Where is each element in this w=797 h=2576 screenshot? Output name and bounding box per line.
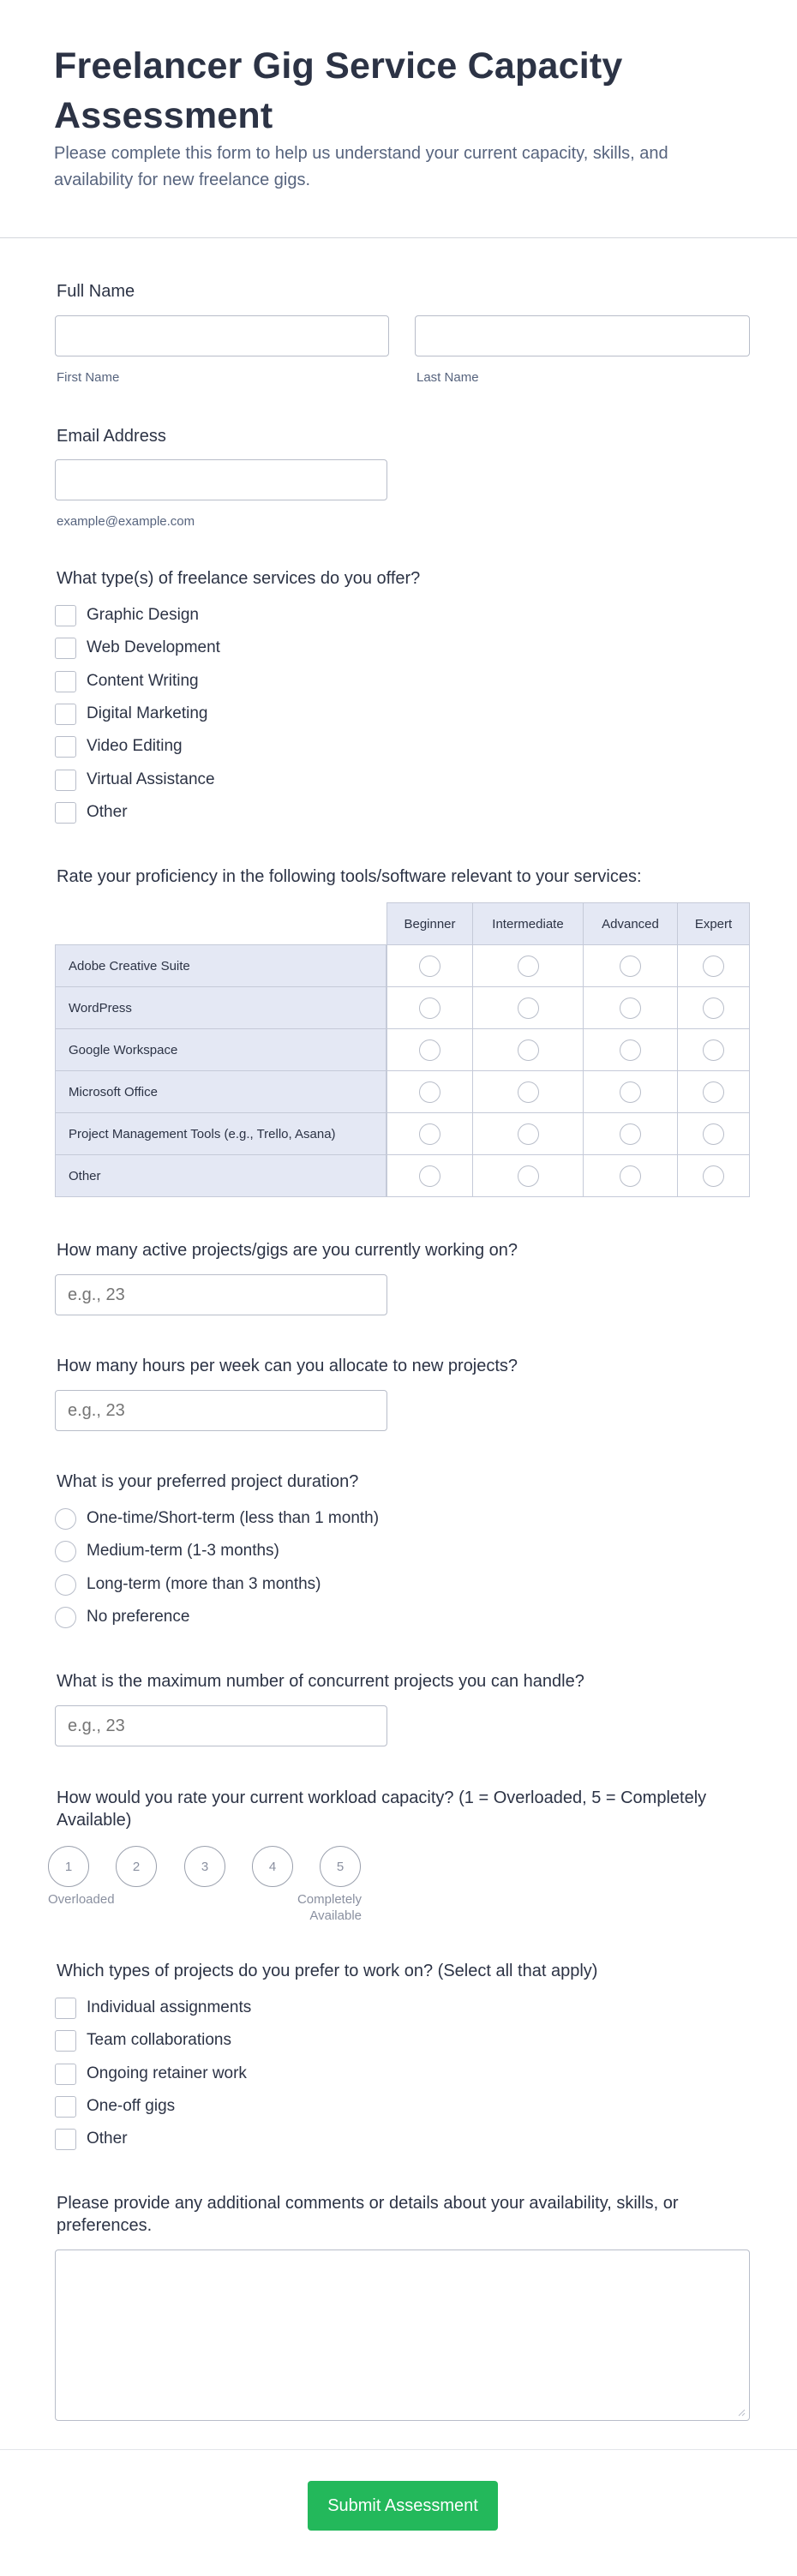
matrix-cell[interactable]: [677, 944, 750, 987]
services-option[interactable]: [55, 703, 208, 725]
matrix-cell[interactable]: [583, 944, 678, 987]
matrix-cell[interactable]: [677, 1028, 750, 1071]
checkbox[interactable]: [55, 605, 76, 626]
project-type-option[interactable]: [55, 2063, 247, 2085]
radio[interactable]: [703, 1123, 724, 1145]
option-label: Video Editing: [87, 737, 183, 755]
radio[interactable]: [419, 956, 440, 977]
radio[interactable]: [620, 1081, 641, 1103]
matrix-cell[interactable]: [387, 944, 473, 987]
matrix-cell[interactable]: [387, 1070, 473, 1113]
checkbox[interactable]: [55, 638, 76, 659]
form-header: [0, 0, 797, 238]
scale-high-label-line2: Available: [309, 1908, 362, 1923]
scale-option[interactable]: 4: [252, 1846, 293, 1887]
option-label: Web Development: [87, 638, 220, 656]
hours-label: How many hours per week can you allocate to new projects?: [57, 1357, 518, 1375]
duration-label: What is your preferred project duration?: [57, 1472, 359, 1491]
form-subtitle: Please complete this form to help us understand your current capacity, skills, and availability for new freelance gigs.: [54, 144, 668, 189]
option-label: Other: [87, 803, 128, 821]
checkbox[interactable]: [55, 770, 76, 791]
hours-input[interactable]: [55, 1390, 387, 1431]
workload-label: How would you rate your current workload capacity? (1 = Overloaded, 5 = Completely Available): [57, 1788, 707, 1830]
matrix-row-label: Project Management Tools (e.g., Trello, Asana): [55, 1112, 387, 1155]
project-type-option[interactable]: [55, 2128, 128, 2150]
services-option[interactable]: [55, 637, 220, 659]
services-option[interactable]: [55, 604, 199, 626]
matrix-cell[interactable]: [583, 1070, 678, 1113]
option-label: Team collaborations: [87, 2031, 231, 2049]
radio[interactable]: [620, 997, 641, 1019]
matrix-row-label: Google Workspace: [55, 1028, 387, 1071]
radio[interactable]: [620, 956, 641, 977]
checkbox[interactable]: [55, 2096, 76, 2118]
scale-option[interactable]: 5: [320, 1846, 361, 1887]
email-label: Email Address: [57, 427, 166, 446]
active-projects-input[interactable]: [55, 1274, 387, 1315]
first-name-input[interactable]: [55, 315, 389, 356]
radio[interactable]: [620, 1039, 641, 1061]
active-projects-label: How many active projects/gigs are you currently working on?: [57, 1241, 518, 1260]
option-label: No preference: [87, 1608, 190, 1626]
comments-textarea[interactable]: [55, 2250, 750, 2421]
checkbox[interactable]: [55, 1998, 76, 2019]
matrix-cell[interactable]: [472, 986, 584, 1029]
services-label: What type(s) of freelance services do you offer?: [57, 569, 421, 588]
matrix-column-header: Advanced: [583, 902, 678, 945]
checkbox[interactable]: [55, 2129, 76, 2150]
radio[interactable]: [703, 956, 724, 977]
checkbox[interactable]: [55, 802, 76, 824]
matrix-cell[interactable]: [472, 1154, 584, 1197]
option-label: Digital Marketing: [87, 704, 208, 722]
scale-option[interactable]: 1: [48, 1846, 89, 1887]
matrix-cell[interactable]: [677, 1154, 750, 1197]
checkbox[interactable]: [55, 736, 76, 758]
radio[interactable]: [55, 1508, 76, 1530]
radio[interactable]: [419, 1165, 440, 1187]
matrix-cell[interactable]: [583, 1154, 678, 1197]
radio[interactable]: [518, 956, 539, 977]
comments-label: Please provide any additional comments or details about your availability, skills, or preferences.: [57, 2194, 679, 2235]
option-label: Graphic Design: [87, 606, 199, 624]
matrix-column-header: Intermediate: [472, 902, 584, 945]
duration-option[interactable]: [55, 1606, 189, 1628]
scale-high-label-line1: Completely: [297, 1892, 362, 1907]
matrix-cell[interactable]: [677, 1112, 750, 1155]
radio[interactable]: [703, 1081, 724, 1103]
project-types-label: Which types of projects do you prefer to work on? (Select all that apply): [57, 1962, 598, 1980]
services-option[interactable]: [55, 670, 199, 692]
radio[interactable]: [620, 1165, 641, 1187]
submit-button[interactable]: Submit Assessment: [308, 2481, 498, 2531]
radio[interactable]: [55, 1541, 76, 1562]
radio[interactable]: [419, 997, 440, 1019]
radio[interactable]: [55, 1607, 76, 1628]
matrix-cell[interactable]: [472, 1028, 584, 1071]
radio[interactable]: [703, 1165, 724, 1187]
last-name-input[interactable]: [415, 315, 750, 356]
services-option[interactable]: [55, 769, 215, 791]
radio[interactable]: [703, 997, 724, 1019]
footer-divider: [0, 2449, 797, 2450]
radio[interactable]: [703, 1039, 724, 1061]
first-name-sublabel: First Name: [57, 370, 120, 385]
matrix-cell[interactable]: [472, 1070, 584, 1113]
checkbox[interactable]: [55, 704, 76, 725]
option-label: One-off gigs: [87, 2097, 176, 2115]
form-title: Freelancer Gig Service Capacity Assessment: [54, 45, 623, 136]
email-input[interactable]: [55, 459, 387, 500]
option-label: One-time/Short-term (less than 1 month): [87, 1509, 380, 1527]
radio[interactable]: [620, 1123, 641, 1145]
option-label: Content Writing: [87, 672, 199, 690]
matrix-cell[interactable]: [583, 1028, 678, 1071]
matrix-row-label: Microsoft Office: [55, 1070, 387, 1113]
services-option[interactable]: [55, 801, 128, 824]
matrix-row-label: WordPress: [55, 986, 387, 1029]
scale-low-label: Overloaded: [48, 1892, 115, 1907]
matrix-cell[interactable]: [472, 944, 584, 987]
matrix-cell[interactable]: [677, 1070, 750, 1113]
checkbox[interactable]: [55, 2064, 76, 2085]
option-label: Other: [87, 2130, 128, 2148]
option-label: Long-term (more than 3 months): [87, 1575, 321, 1593]
matrix-cell[interactable]: [472, 1112, 584, 1155]
option-label: Individual assignments: [87, 1998, 252, 2016]
radio[interactable]: [518, 997, 539, 1019]
duration-option[interactable]: [55, 1507, 379, 1530]
matrix-cell[interactable]: [583, 986, 678, 1029]
matrix-cell[interactable]: [387, 1028, 473, 1071]
radio[interactable]: [518, 1039, 539, 1061]
matrix-cell[interactable]: [387, 986, 473, 1029]
checkbox[interactable]: [55, 671, 76, 692]
matrix-row-label: Other: [55, 1154, 387, 1197]
max-concurrent-label: What is the maximum number of concurrent projects you can handle?: [57, 1672, 584, 1691]
matrix-cell[interactable]: [677, 986, 750, 1029]
proficiency-label: Rate your proficiency in the following tools/software relevant to your services:: [57, 867, 642, 886]
checkbox[interactable]: [55, 2030, 76, 2052]
duration-option[interactable]: [55, 1573, 321, 1596]
matrix-cell[interactable]: [387, 1112, 473, 1155]
project-type-option[interactable]: [55, 2029, 231, 2052]
duration-option[interactable]: [55, 1540, 279, 1562]
project-type-option[interactable]: [55, 2095, 175, 2118]
email-sublabel: example@example.com: [57, 514, 195, 529]
radio[interactable]: [419, 1039, 440, 1061]
radio[interactable]: [518, 1123, 539, 1145]
full-name-label: Full Name: [57, 282, 135, 301]
option-label: Ongoing retainer work: [87, 2064, 247, 2082]
matrix-cell[interactable]: [583, 1112, 678, 1155]
services-option[interactable]: [55, 735, 183, 758]
last-name-sublabel: Last Name: [416, 370, 479, 385]
option-label: Virtual Assistance: [87, 770, 215, 788]
option-label: Medium-term (1-3 months): [87, 1542, 279, 1560]
radio[interactable]: [518, 1081, 539, 1103]
radio[interactable]: [419, 1081, 440, 1103]
matrix-cell[interactable]: [387, 1154, 473, 1197]
max-concurrent-input[interactable]: [55, 1705, 387, 1746]
matrix-column-header: Beginner: [387, 902, 473, 945]
scale-option[interactable]: 2: [116, 1846, 157, 1887]
scale-option[interactable]: 3: [184, 1846, 225, 1887]
matrix-row-label: Adobe Creative Suite: [55, 944, 387, 987]
project-type-option[interactable]: [55, 1997, 251, 2019]
radio[interactable]: [55, 1574, 76, 1596]
resize-handle-icon[interactable]: [737, 2408, 746, 2417]
matrix-column-header: Expert: [677, 902, 750, 945]
radio[interactable]: [419, 1123, 440, 1145]
radio[interactable]: [518, 1165, 539, 1187]
